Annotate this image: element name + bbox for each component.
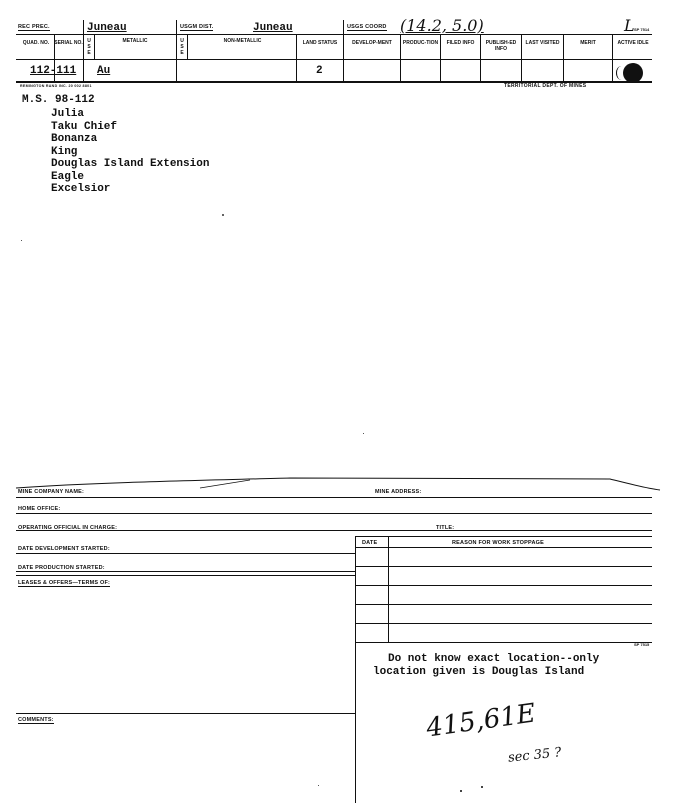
col-active-idle: ACTIVE IDLE [617,40,649,46]
active-status-arc [616,66,627,80]
comments-label: COMMENTS: [18,717,54,723]
title-label: TITLE: [436,525,455,531]
stoppage-date-header: DATE [362,540,378,546]
stoppage-reason-header: REASON FOR WORK STOPPAGE [452,540,544,546]
corner-letter: L [624,16,635,35]
col-non-metallic-side: U S E [180,38,184,56]
claim-item: Taku Chief [51,120,118,133]
handwritten-number: 415,61E [424,698,538,744]
handwritten-section: sec 35 ? [507,745,563,766]
mine-address-label: MINE ADDRESS: [375,489,422,495]
date-production-label: DATE PRODUCTION STARTED: [18,565,105,571]
claims-list [51,108,209,196]
mine-company-name-label: MINE COMPANY NAME: [18,489,85,495]
printer-line: REMINGTON RAND INC. 20 002 8801 [20,84,92,88]
claim-item: Julia [51,108,85,120]
claim-item: Eagle [51,170,85,183]
col-last-visited: LAST VISITED [525,40,560,46]
col-published-info: PUBLISH-ED INFO [485,40,517,52]
date-development-label: DATE DEVELOPMENT STARTED: [18,546,110,552]
col-metallic: METALLIC [122,38,148,44]
speck [318,785,319,786]
remark-line-2: location given is Douglas Island [373,666,585,678]
claim-item: Douglas Island Extension [51,158,210,170]
operating-official-label: OPERATING OFFICIAL IN CHARGE: [18,525,118,531]
col-metallic-side: U S E [87,38,91,56]
territorial-dept: TERRITORIAL DEPT. OF MINES [504,83,587,89]
col-production: PRODUC-TION [402,40,439,46]
speck [21,240,22,241]
col-filed-info: FILED INFO [446,40,475,46]
col-quad-no: QUAD. NO. [22,40,50,46]
speck [481,786,483,788]
col-merit: MERIT [580,40,596,46]
form-number-bottom: SP 7515 [634,642,650,647]
col-non-metallic: NON-METALLIC [223,38,262,44]
speck [222,214,224,216]
usgs-coord-value: (14.2, 5.0) [400,16,484,35]
metallic-value: Au [97,65,111,77]
tear-line [0,470,678,500]
claim-item: King [51,145,78,158]
survey-number: M.S. 98-112 [22,94,95,106]
rec-prec-value: Juneau [87,22,127,34]
speck [460,790,462,792]
usgs-coord-label: USGS COORD [347,24,387,30]
claim-item: Excelsior [51,183,111,195]
quad-serial-value: 112-111 [30,65,77,77]
remark-line-1: Do not know exact location--only [388,653,600,665]
col-land-status: LAND STATUS [302,40,338,46]
claim-item: Bonanza [51,133,98,145]
land-status-value: 2 [316,65,323,77]
form-number-top: SP 7514 [634,27,650,32]
leases-offers-label: LEASES & OFFERS—TERMS OF: [18,580,111,586]
col-serial-no: SERIAL NO. [54,40,83,46]
usgm-dist-value: Juneau [253,22,293,34]
usgm-dist-label: USGM DIST. [180,24,214,30]
speck [363,433,364,434]
rec-prec-label: REC PREC. [18,24,50,30]
col-development: DEVELOP-MENT [352,40,392,46]
home-office-label: HOME OFFICE: [18,506,61,512]
